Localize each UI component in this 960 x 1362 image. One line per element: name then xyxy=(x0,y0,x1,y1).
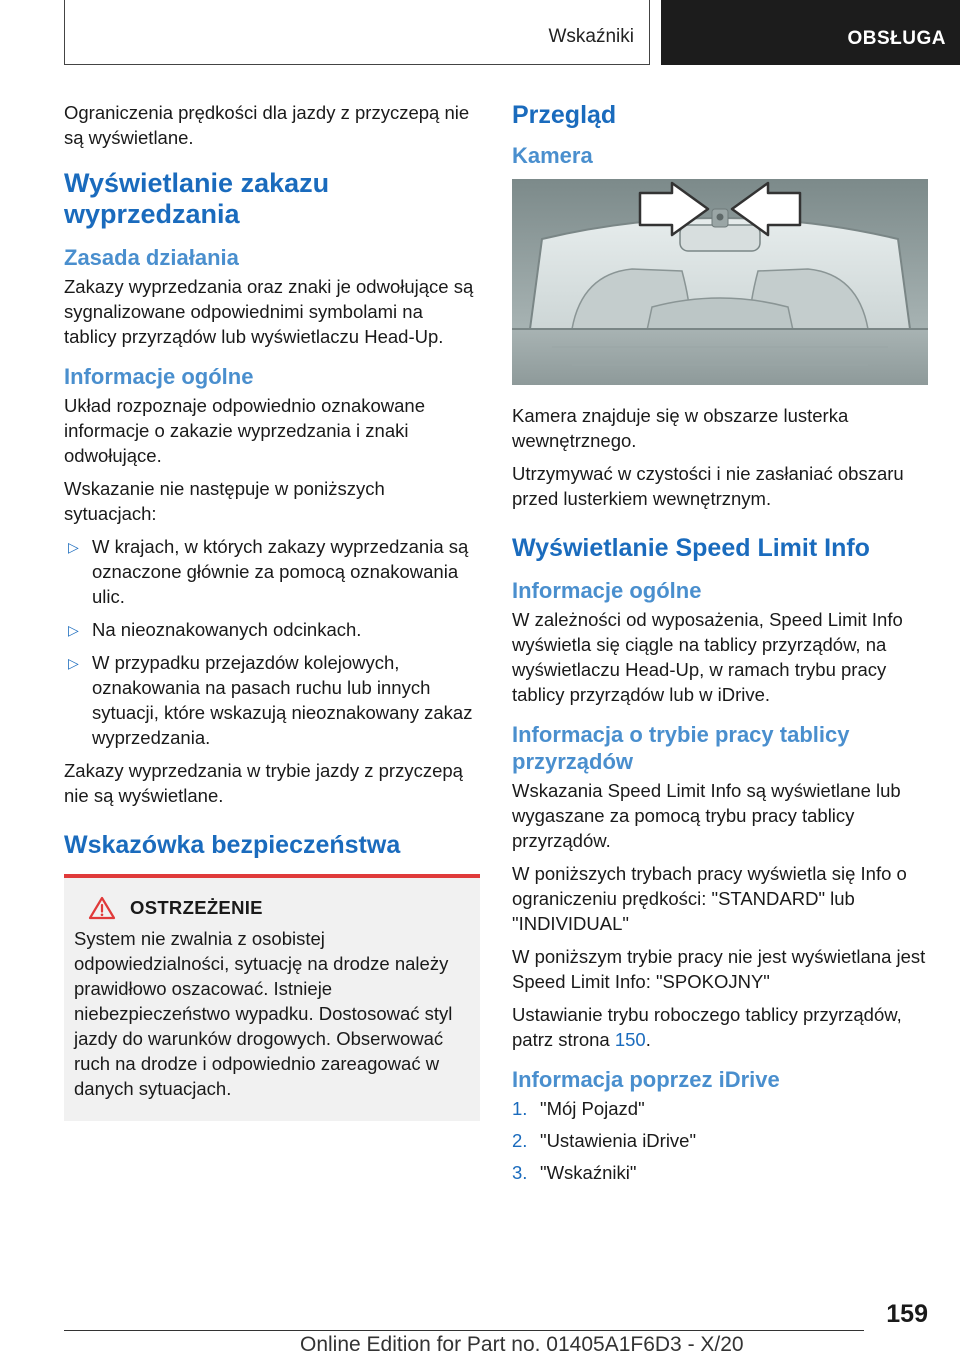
heading-general-info-right: Informacje ogólne xyxy=(512,578,702,603)
trailer-paragraph: Zakazy wyprzedzania w trybie jazdy z przyczepą nie są wyświetlane. xyxy=(64,760,463,806)
intro-paragraph: Ograniczenia prędkości dla jazdy z przyczepą nie są wyświetlane. xyxy=(64,102,470,148)
warning-triangle-icon xyxy=(88,896,116,920)
camera-location-illustration xyxy=(512,179,928,385)
right-column xyxy=(512,100,928,1192)
warning-box xyxy=(64,874,480,1121)
list-item: ▷ W przypadku przejazdów kolejowych, oznakowania na pasach ruchu lub innych sytuacji, które wskazują nieoznakowany zakaz wyprzedzania. xyxy=(68,652,473,748)
mode-paragraph-2: W poniższych trybach pracy wyświetla się Info o ograniczeniu prędkości: "STANDARD" lub "INDIVIDUAL" xyxy=(512,863,907,934)
principle-paragraph: Zakazy wyprzedzania oraz znaki je odwołujące są sygnalizowane odpowiednimi symbolami na tablicy przyrządów lub wyświetlaczu Head-Up. xyxy=(64,276,474,347)
header-section-title: Wskaźniki xyxy=(548,26,634,47)
situations-list xyxy=(64,534,480,750)
heading-general-info-left: Informacje ogólne xyxy=(64,364,254,389)
list-item: 1. "Mój Pojazd" xyxy=(512,1098,645,1119)
list-item: 3. "Wskaźniki" xyxy=(512,1162,637,1183)
heading-speed-limit-info: Wyświetlanie Speed Limit Info xyxy=(512,534,870,562)
footer-edition: Online Edition for Part no. 01405A1F6D3 - X/20 xyxy=(300,1333,744,1356)
left-column xyxy=(64,100,480,1121)
page-reference-link[interactable]: 150 xyxy=(614,1029,646,1050)
heading-overtaking-display: Wyświetlanie zakazu wyprzedzania xyxy=(64,168,330,229)
mode-paragraph-3: W poniższym trybie pracy nie jest wyświetlana jest Speed Limit Info: "SPOKOJNY" xyxy=(512,946,926,992)
heading-principle: Zasada działania xyxy=(64,245,239,270)
sli-general-paragraph: W zależności od wyposażenia, Speed Limit Info wyświetla się ciągle na tablicy przyrządów, na wyświetlaczu Head-Up, w ramach trybu pracy tablicy przyrządów lub w iDrive. xyxy=(512,609,903,705)
triangle-bullet-icon: ▷ xyxy=(68,622,79,638)
heading-overview: Przegląd xyxy=(512,101,617,129)
general-info-paragraph-left: Układ rozpoznaje odpowiednio oznakowane informacje o zakazie wyprzedzania i znaki odwołujące. xyxy=(64,395,425,466)
list-item: ▷ W krajach, w których zakazy wyprzedzania są oznaczone głównie za pomocą oznakowania ulic. xyxy=(68,536,469,607)
header-chapter-title: OBSŁUGA xyxy=(847,28,946,49)
list-item: 2. "Ustawienia iDrive" xyxy=(512,1130,697,1151)
triangle-bullet-icon: ▷ xyxy=(68,539,79,555)
heading-camera: Kamera xyxy=(512,143,593,168)
page-number: 159 xyxy=(886,1300,928,1328)
situations-paragraph: Wskazanie nie następuje w poniższych sytuacjach: xyxy=(64,478,385,524)
footer-divider xyxy=(64,1330,864,1331)
warning-title: OSTRZEŻENIE xyxy=(130,897,263,918)
heading-idrive: Informacja poprzez iDrive xyxy=(512,1067,780,1092)
list-item: ▷ Na nieoznakowanych odcinkach. xyxy=(64,617,480,642)
camera-paragraph-1: Kamera znajduje się w obszarze lusterka wewnętrznego. xyxy=(512,405,849,451)
triangle-bullet-icon: ▷ xyxy=(68,655,79,671)
camera-paragraph-2: Utrzymywać w czystości i nie zasłaniać obszaru przed lusterkiem wewnętrznym. xyxy=(512,463,904,509)
mode-paragraph-4: Ustawianie trybu roboczego tablicy przyrządów, patrz strona 150. xyxy=(512,1004,902,1050)
heading-safety: Wskazówka bezpieczeństwa xyxy=(64,831,401,859)
warning-text: System nie zwalnia z osobistej odpowiedzialności, sytuację na drodze należy prawidłowo oszacować. Istnieje niebezpieczeństwo wypadku. Dostosować styl jazdy do warunków drogowych. Obserwować ruch na drodze i odpowiednio zareagować w danych sytuacjach. xyxy=(74,928,453,1099)
heading-mode-info: Informacja o trybie pracy tablicy przyrządów xyxy=(512,722,850,774)
mode-paragraph-1: Wskazania Speed Limit Info są wyświetlane lub wygaszane za pomocą trybu pracy tablicy przyrządów. xyxy=(512,780,901,851)
idrive-steps-list xyxy=(512,1096,928,1185)
